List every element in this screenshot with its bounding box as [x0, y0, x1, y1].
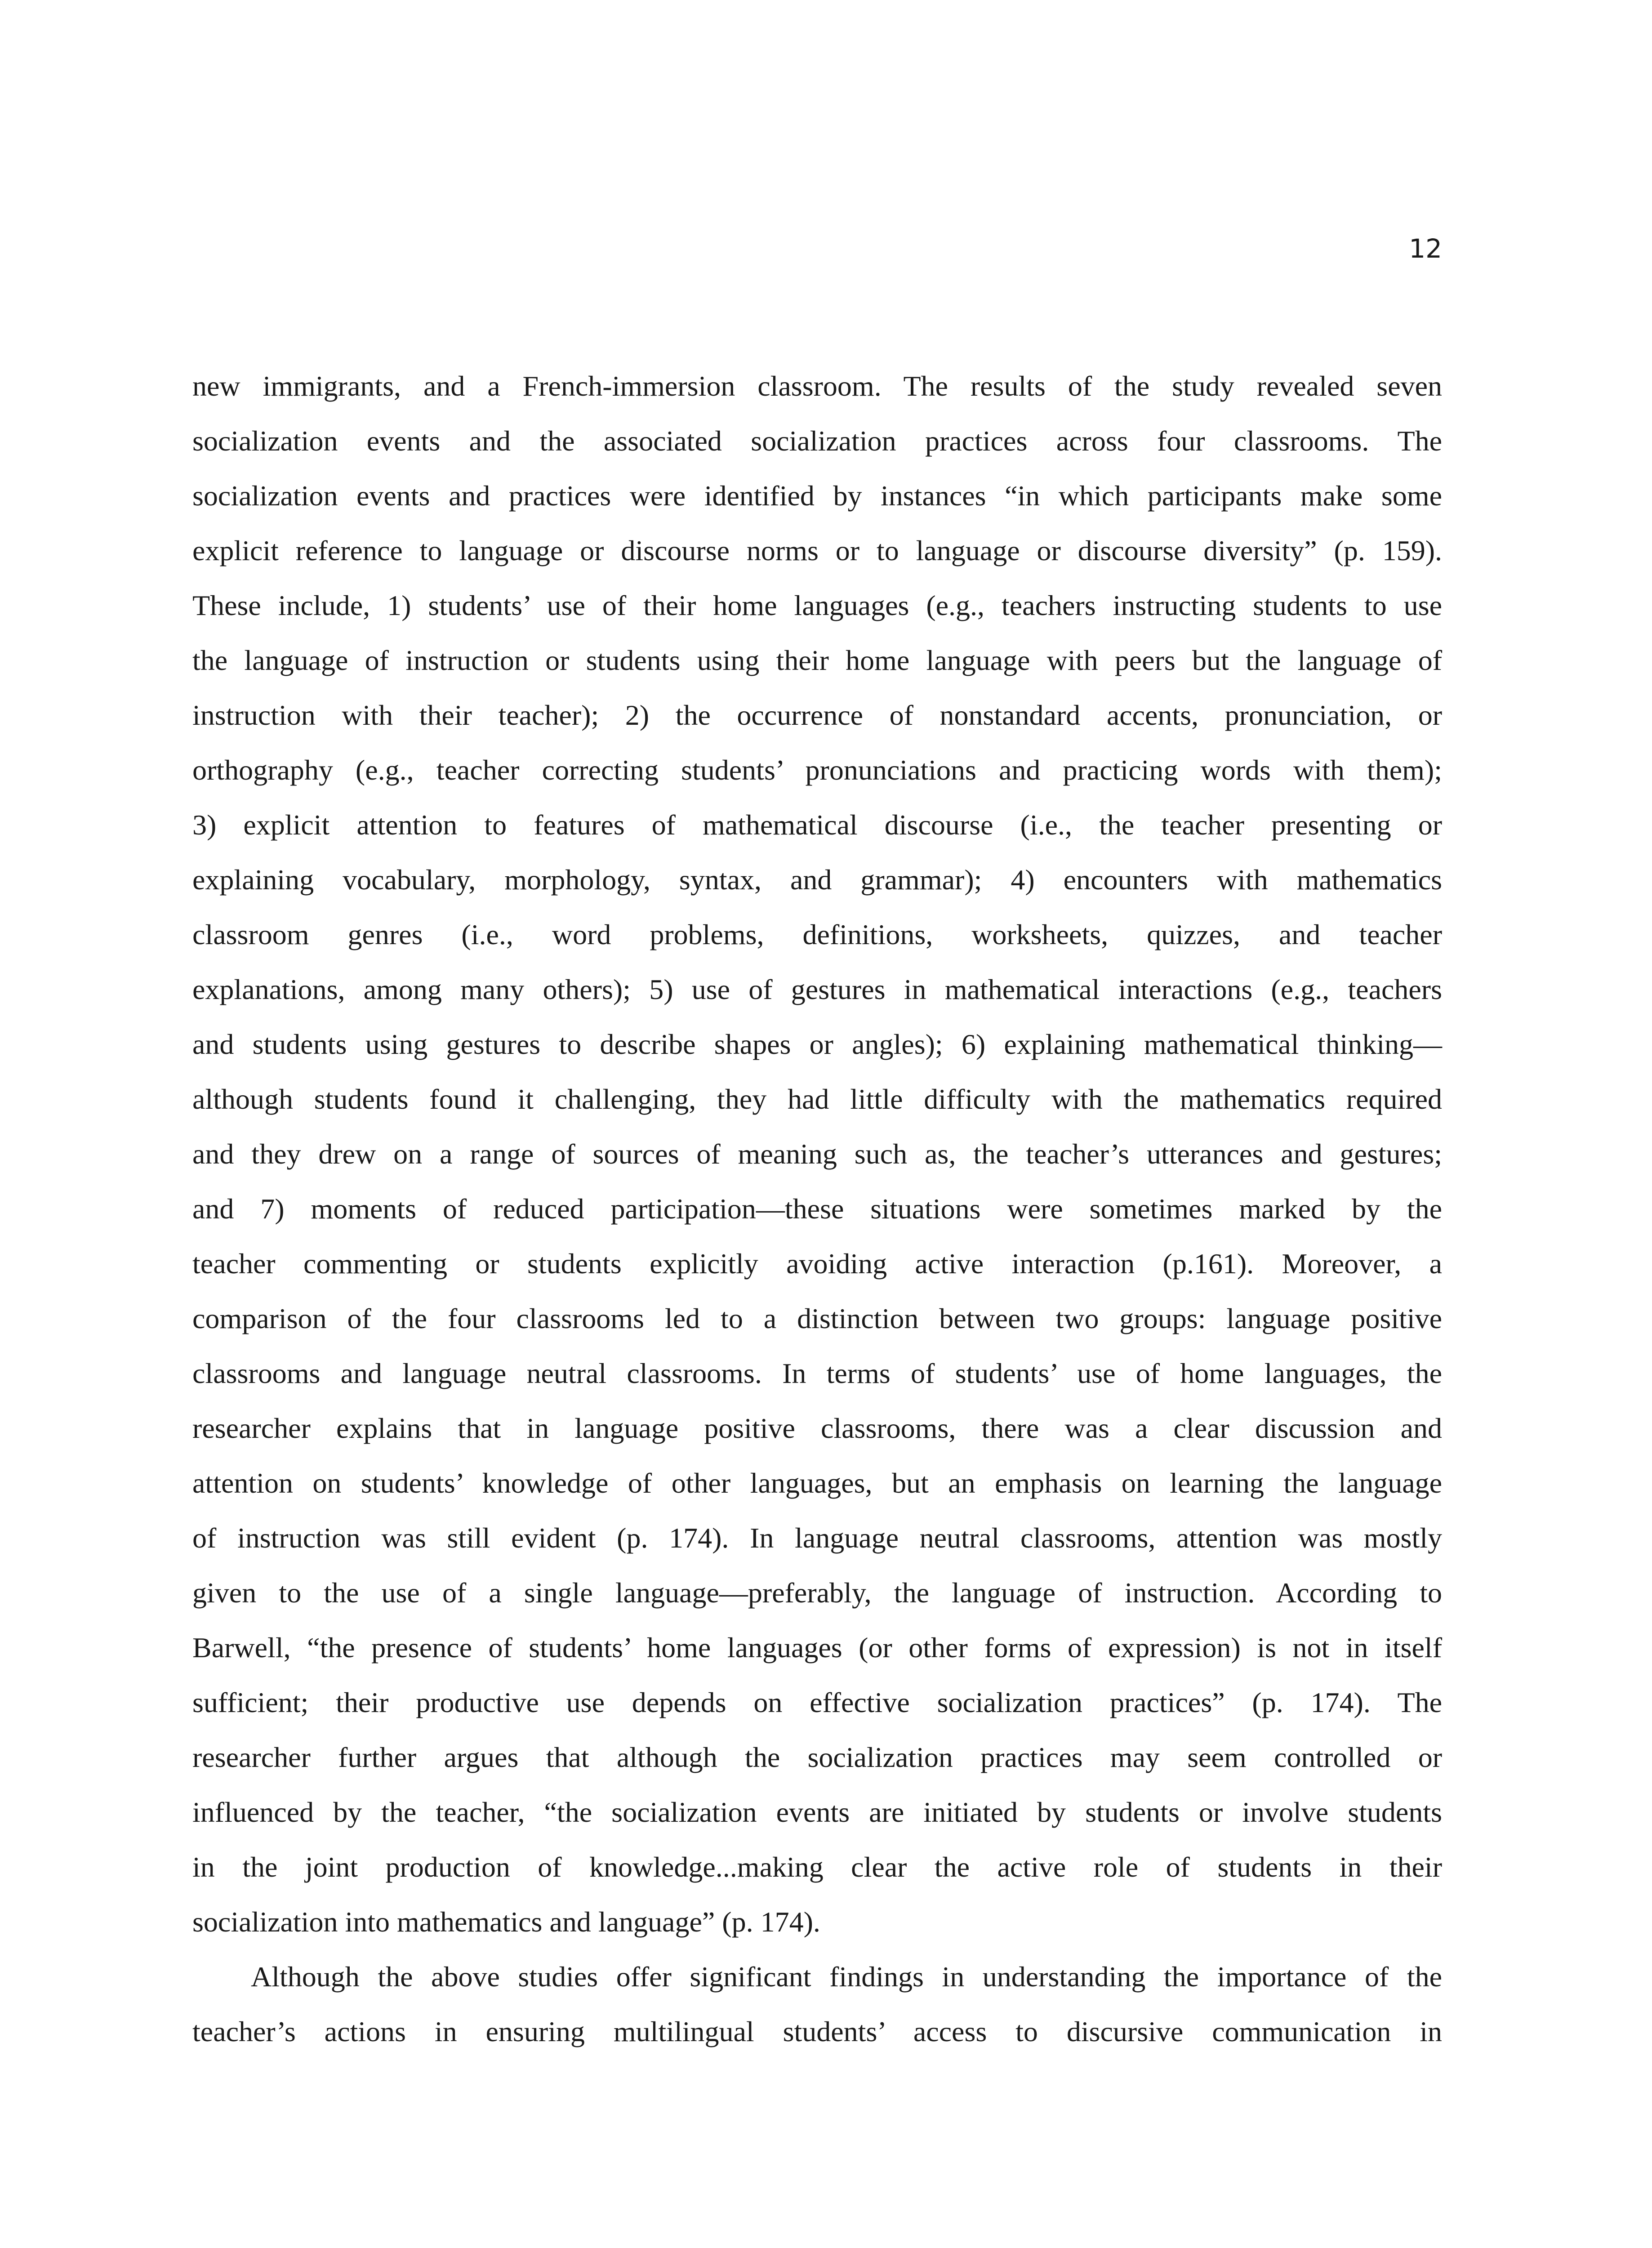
text-line: attention on students’ knowledge of other languages, but an emphasis on learning the language [192, 1467, 1442, 1499]
text-line: socialization events and the associated socialization practices across four classrooms. The [192, 425, 1442, 457]
text-line: new immigrants, and a French-immersion classroom. The results of the study revealed seven [192, 370, 1442, 402]
text-line: explaining vocabulary, morphology, syntax, and grammar); 4) encounters with mathematics [192, 864, 1442, 896]
text-line: researcher further argues that although the socialization practices may seem controlled or [192, 1741, 1442, 1773]
text-line: classroom genres (i.e., word problems, definitions, worksheets, quizzes, and teacher [192, 919, 1442, 950]
text-line: socialization events and practices were identified by instances “in which participants make some [192, 480, 1442, 512]
text-line: researcher explains that in language positive classrooms, there was a clear discussion and [192, 1412, 1442, 1444]
text-line: the language of instruction or students using their home language with peers but the language of [192, 644, 1442, 676]
text-line: sufficient; their productive use depends on effective socialization practices” (p. 174). The [192, 1686, 1442, 1718]
text-line: explanations, among many others); 5) use of gestures in mathematical interactions (e.g., teachers [192, 973, 1442, 1005]
page-number: 12 [1409, 233, 1442, 264]
text-line: socialization into mathematics and language” (p. 174). [192, 1906, 820, 1938]
text-line: 3) explicit attention to features of mathematical discourse (i.e., the teacher presenting or [192, 809, 1442, 841]
text-line: influenced by the teacher, “the socialization events are initiated by students or involve students [192, 1796, 1442, 1828]
text-line: Although the above studies offer significant findings in understanding the importance of the [251, 1961, 1442, 1993]
text-line: and students using gestures to describe shapes or angles); 6) explaining mathematical thinking— [192, 1028, 1442, 1060]
text-line: explicit reference to language or discourse norms or to language or discourse diversity” (p. 159). [192, 535, 1442, 566]
text-line: instruction with their teacher); 2) the occurrence of nonstandard accents, pronunciation, or [192, 699, 1442, 731]
body-text [192, 359, 1442, 2059]
text-line: and 7) moments of reduced participation—these situations were sometimes marked by the [192, 1193, 1442, 1225]
text-line: classrooms and language neutral classrooms. In terms of students’ use of home languages, the [192, 1357, 1442, 1389]
text-line: of instruction was still evident (p. 174). In language neutral classrooms, attention was mostly [192, 1522, 1442, 1554]
text-line: comparison of the four classrooms led to a distinction between two groups: language positive [192, 1302, 1442, 1334]
text-line: Barwell, “the presence of students’ home languages (or other forms of expression) is not in itself [192, 1632, 1442, 1664]
text-line: teacher’s actions in ensuring multilingual students’ access to discursive communication in [192, 2016, 1442, 2047]
text-line: teacher commenting or students explicitly avoiding active interaction (p.161). Moreover, a [192, 1248, 1442, 1280]
text-line: in the joint production of knowledge...making clear the active role of students in their [192, 1851, 1442, 1883]
text-line: orthography (e.g., teacher correcting students’ pronunciations and practicing words with them); [192, 754, 1442, 786]
text-line: These include, 1) students’ use of their home languages (e.g., teachers instructing students to use [192, 589, 1442, 621]
text-line: given to the use of a single language—preferably, the language of instruction. According to [192, 1577, 1442, 1609]
text-line: and they drew on a range of sources of meaning such as, the teacher’s utterances and gestures; [192, 1138, 1442, 1170]
text-line: although students found it challenging, they had little difficulty with the mathematics required [192, 1083, 1442, 1115]
